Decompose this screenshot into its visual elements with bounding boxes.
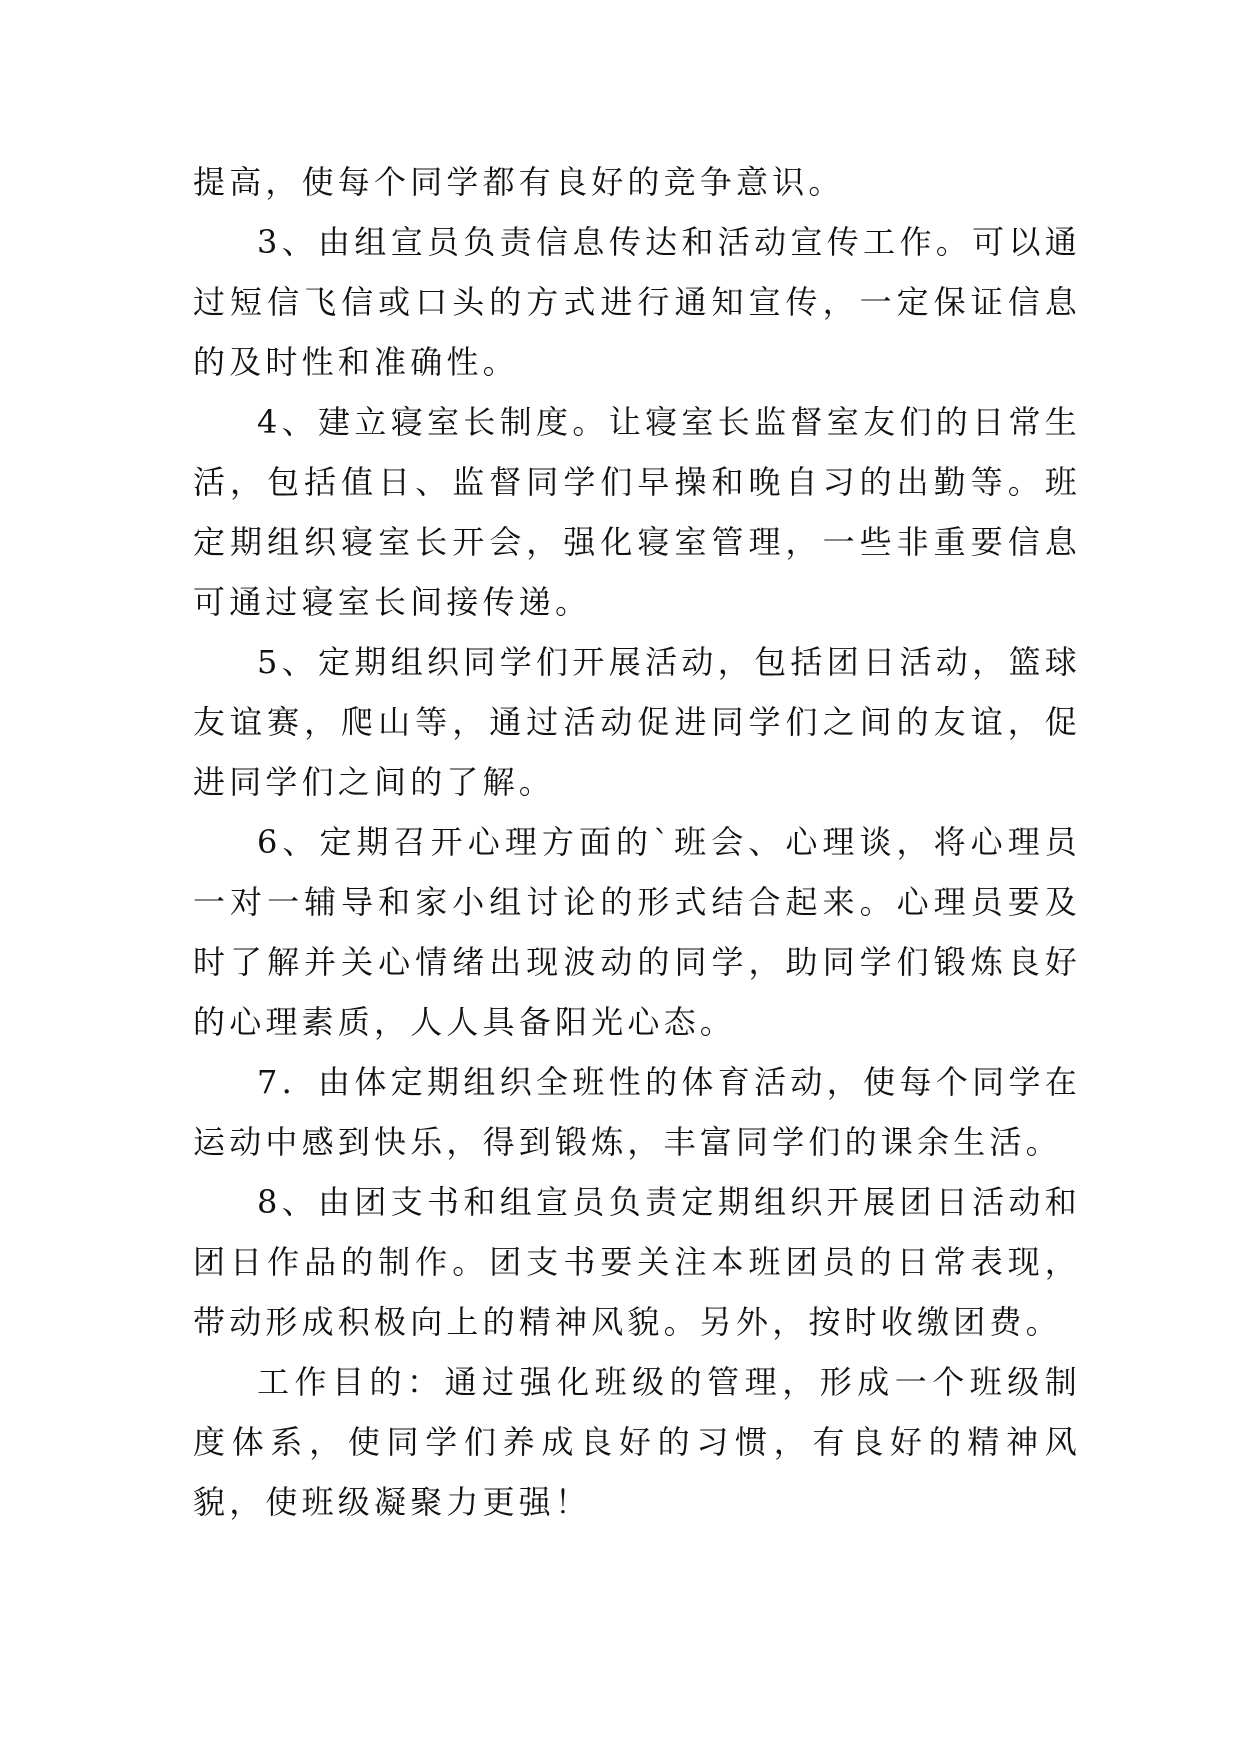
- paragraph-item-5: 5、定期组织同学们开展活动，包括团日活动，篮球友谊赛，爬山等，通过活动促进同学们之间的友谊，促进同学们之间的了解。: [193, 643, 1081, 801]
- paragraph-item-6: 6、定期召开心理方面的`班会、心理谈，将心理员一对一辅导和家小组讨论的形式结合起来。心理员要及时了解并关心情绪出现波动的同学，助同学们锻炼良好的心理素质，人人具备阳光心态。: [193, 823, 1081, 1041]
- paragraph-work-goal: 工作目的：通过强化班级的管理，形成一个班级制度体系，使同学们养成良好的习惯，有良好的精神风貌，使班级凝聚力更强！: [193, 1363, 1081, 1521]
- paragraph-item-3: 3、由组宣员负责信息传达和活动宣传工作。可以通过短信飞信或口头的方式进行通知宣传，一定保证信息的及时性和准确性。: [193, 223, 1081, 381]
- paragraph-continuation: 提高，使每个同学都有良好的竞争意识。: [193, 163, 845, 201]
- paragraph-item-4: 4、建立寝室长制度。让寝室长监督室友们的日常生活，包括值日、监督同学们早操和晚自习的出勤等。班定期组织寝室长开会，强化寝室管理，一些非重要信息可通过寝室长间接传递。: [193, 403, 1081, 621]
- paragraph-item-8: 8、由团支书和组宣员负责定期组织开展团日活动和团日作品的制作。团支书要关注本班团员的日常表现，带动形成积极向上的精神风貌。另外，按时收缴团费。: [193, 1183, 1081, 1341]
- paragraph-item-7: 7．由体定期组织全班性的体育活动，使每个同学在运动中感到快乐，得到锻炼，丰富同学们的课余生活。: [193, 1063, 1081, 1161]
